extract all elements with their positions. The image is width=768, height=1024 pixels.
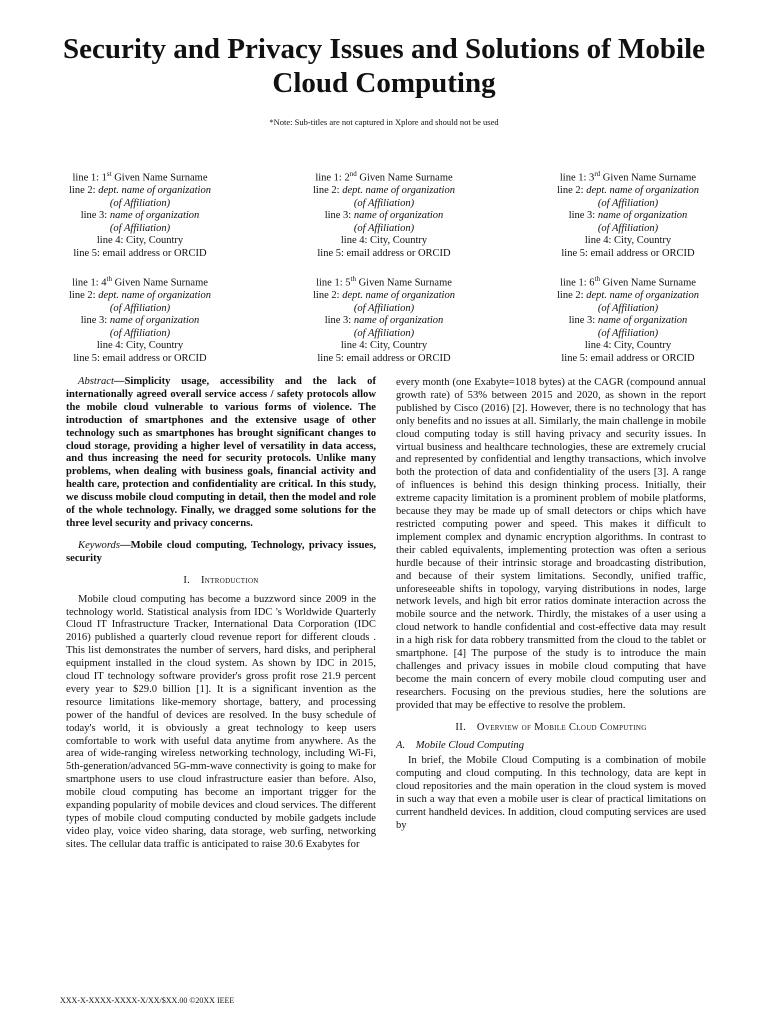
abstract-text: —Simplicity usage, accessibility and the lack of internationally agreed overall service access / safety protocols allow the mobile cloud vulnerable to various forms of violence. The introduction of smartphones and the extensive usage of other technology such as smartphones has brought significant changes to cloud storage, providing a higher level of versatility in data access, and thus increasing the need for security protocols. Unlike many problems, when dealing with business goals, financial activity and health care, protection and confidentiality are critical. In this study, we discuss mobile cloud computing in detail, then the model and role of the whole technology. Finally, we dragged some solutions for the three level security and privacy concerns.: [66, 376, 376, 529]
author-block-2: line 1: 2nd Given Name Surname line 2: dept. name of organization (of Affiliation) line 3: name of organization (of Affiliation) line 4: City, Country line 5: email address or ORCID: [313, 170, 455, 260]
abstract-label: Abstract: [78, 376, 114, 387]
author-row-1: [40, 168, 728, 261]
author-block-1: line 1: 1st Given Name Surname line 2: dept. name of organization (of Affiliation) line 3: name of organization (of Affiliation) line 4: City, Country line 5: email address or ORCID: [69, 170, 211, 260]
keywords: [66, 540, 376, 566]
subsection-heading-mcc: A. Mobile Cloud Computing: [396, 740, 525, 752]
keywords-label: Keywords: [78, 539, 120, 551]
section-heading-introduction: I. Introduction: [183, 574, 259, 586]
abstract: [66, 376, 376, 531]
author-block-6: line 1: 6th Given Name Surname line 2: dept. name of organization (of Affiliation) line 3: name of organization (of Affiliation) line 4: City, Country line 5: email address or ORCID: [557, 275, 699, 365]
section-heading-overview: II. Overview of Mobile Cloud Computing: [455, 721, 647, 733]
author-row-2: [40, 273, 728, 366]
intro-paragraph: Mobile cloud computing has become a buzzword since 2009 in the technology world. Statistical analysis from IDC 's Worldwide Quarterly Cloud IT Infrastructure Tracker, International Data Corporation (IDC 2016) published a quarterly cloud revenue report for different clouds . This list demonstrates the number of servers, hard disks, and peripheral equipment installed in the cloud system. As shown by IDC in 2015, cloud IT technology software provider's gross profit rose 21.9 percent every year to $29.0 billion [1]. It is a significant invention as the resource limitations like-memory shortage, battery, and processing power of the handful of devices are resolved. In the busy schedule of today's world, it is obviously a great technology to keep users comfortable to work with useful data anytime from anywhere. As the area of wide-ranging wireless networking technology, including Wi-Fi, 5th-generation/advanced 5G-mm-wave connectivity is going to make for smartphone users to use cloud infrastructure easier than before. Also, mobile cloud computing has become an important trigger for the expanding popularity of mobile devices and cloud services. The different types of mobile cloud computing conducted by mobile gadgets include video play, voice video sharing, data storage, web surfing, networking sites. The cellular data traffic is anticipated to raise 30.6 Exabytes for: [66, 593, 376, 850]
keywords-text: —Mobile cloud computing, Technology, privacy issues, security: [66, 539, 376, 564]
subtitle-note: *Note: Sub-titles are not captured in Xplore and should not be used: [269, 117, 499, 127]
right-paragraph-2: In brief, the Mobile Cloud Computing is a combination of mobile computing and cloud computing. In this technology, data are kept in cloud repositories and the main operation in the cloud system is moved in such a way that even a mobile user is clear of practical limitations on current handheld devices. In addition, cloud computing services are used by: [396, 755, 706, 831]
copyright-footer: XXX-X-XXXX-XXXX-X/XX/$XX.00 ©20XX IEEE: [60, 996, 235, 1005]
author-block-3: line 1: 3rd Given Name Surname line 2: dept. name of organization (of Affiliation) line 3: name of organization (of Affiliation) line 4: City, Country line 5: email address or ORCID: [557, 170, 699, 260]
left-column: [66, 376, 376, 852]
author-block-5: line 1: 5th Given Name Surname line 2: dept. name of organization (of Affiliation) line 3: name of organization (of Affiliation) line 4: City, Country line 5: email address or ORCID: [313, 275, 455, 365]
right-paragraph-1: every month (one Exabyte=1018 bytes) at the CAGR (compound annual growth rate) of 53% between 2015 and 2020, as shown in the report published by Cisco (2016) [2]. However, there is no technology that has only benefits and no issues at all. Similarly, the main challenge in mobile cloud computing today is still having privacy and security issues. In virtual business and healthcare technologies, these are extremely crucial and represented by confidential and lengthy transactions, which involve both the protection of data and confidentiality of the users [3]. A range of influences is behind this design thinking process. Initially, their extreme capacity limitation is a prominent problem of mobile platforms, because they may be made up of small detectors or chips which have restricted computing power and speed. This makes it difficult to implement complex and dynamic encryption algorithms. In contrast to their cabled equivalents, implementing protection was often a serious hurdle because of their intrinsic storage and broadcasting distribution, and because of their system limitations. Secondly, unified traffic, unforeseeable shifts in topology, varying distributions in nodes, large network levels, and high bit error ratios dominate interaction across the mobile source and the network. Thirdly, the mistakes of a user using a cloud network to handle confidential and cost-effective data may result in a high risk for data robbery transmitted from the cloud to the tablet or smartphone. [4] The purpose of the study is to introduce the main challenges and privacy issues in mobile cloud computing that have become the main concern of every mobile cloud computing user and researchers. Focusing on the previous studies, here the solutions are provided that may be effective to resolve the problem.: [396, 377, 706, 711]
right-column: [396, 377, 706, 833]
author-block-4: line 1: 4th Given Name Surname line 2: dept. name of organization (of Affiliation) line 3: name of organization (of Affiliation) line 4: City, Country line 5: email address or ORCID: [69, 275, 211, 365]
paper-title: Security and Privacy Issues and Solutions of Mobile Cloud Computing: [62, 33, 706, 99]
